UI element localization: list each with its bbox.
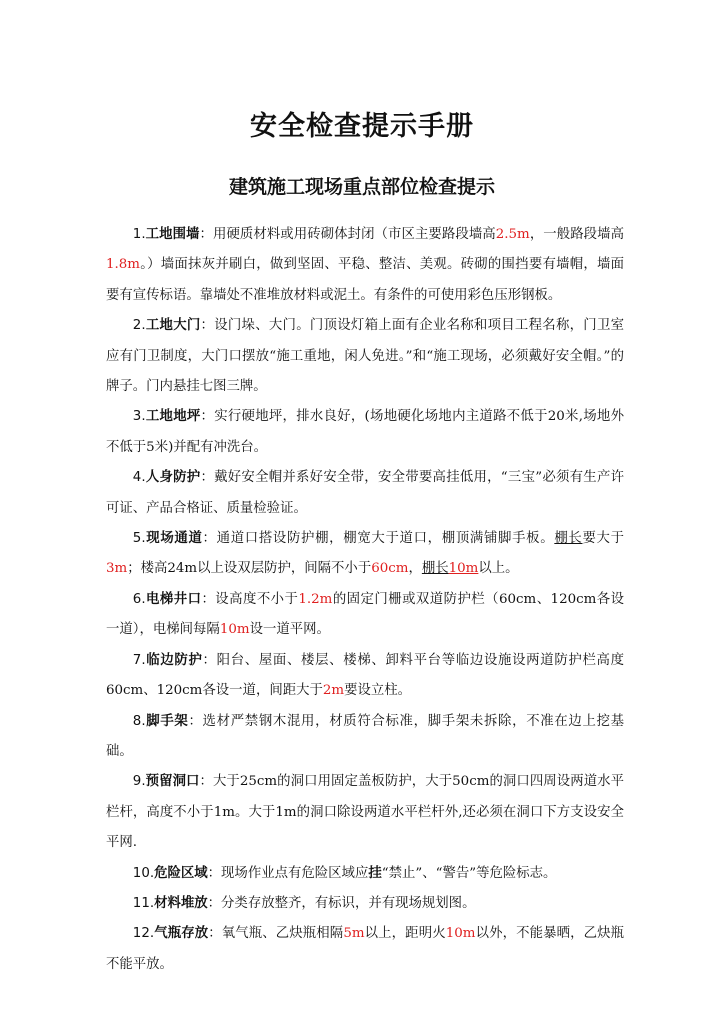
item-label: 工地地坪 — [145, 409, 201, 425]
item-text: ：氧气瓶、乙炔瓶相隔 — [208, 926, 344, 942]
item-label: 预留洞口 — [145, 774, 200, 790]
item-text: ：设门垛、大门。门顶设灯箱上面有企业名称和项目工程名称，门卫室应有门卫制度，大门口摆放“施工重地，闲人免进。”和“施工现场，必须戴好安全帽。”的牌子。门内悬挂七图三牌。 — [106, 318, 625, 395]
item-text: 要大于 — [582, 531, 625, 547]
item-text: ，一般路段墙高 — [529, 227, 625, 242]
item-text: 以上，距明火 — [364, 926, 446, 942]
item-number: 2. — [132, 318, 146, 334]
checklist-item-reserved-openings — [106, 767, 624, 858]
item-label: 工地围墙 — [145, 227, 200, 242]
item-number: 7. — [132, 652, 146, 668]
checklist-item-elevator-shaft — [106, 585, 624, 646]
underlined-text: 棚长 — [554, 531, 583, 547]
item-label: 临边防护 — [145, 652, 203, 668]
item-text: ， — [408, 561, 422, 577]
item-label: 脚手架 — [145, 713, 189, 729]
checklist-item-gas-cylinder-storage — [106, 919, 624, 980]
item-number: 3. — [132, 409, 146, 425]
item-text: 设一道平网。 — [249, 622, 330, 638]
item-label: 工地大门 — [145, 318, 201, 334]
item-label: 电梯井口 — [145, 591, 202, 607]
highlight-value: 3m — [106, 561, 128, 577]
highlight-value: 10m — [219, 622, 250, 638]
item-text: 。）墙面抹灰并刷白，做到坚固、平稳、整洁、美观。砖砌的围挡要有墙帽，墙面要有宣传标语。靠墙处不准堆放材料或泥土。有条件的可使用彩色压形钢板。 — [106, 257, 624, 303]
highlight-value: 1.8m — [106, 257, 140, 273]
highlight-value: 2m — [322, 683, 345, 699]
checklist-item-site-ground — [106, 402, 624, 463]
item-text: ：实行硬地坪，排水良好，(场地硬化场地内主道路不低于20米,场地外不低于5米)并配有冲洗台。 — [106, 409, 624, 455]
item-text: 以外，不能暴晒，乙炔瓶不能平放。 — [106, 926, 625, 972]
checklist-item-scaffold — [106, 707, 624, 768]
checklist-item-material-storage — [106, 889, 624, 919]
highlight-value: 1.2m — [298, 591, 333, 607]
checklist-item-site-wall — [106, 220, 624, 311]
item-number: 5. — [132, 531, 146, 547]
item-text: ：通道口搭设防护棚，棚宽大于道口，棚顶满铺脚手板。 — [202, 531, 555, 547]
item-text: ：选材严禁钢木混用，材质符合标准，脚手架未拆除，不准在边上挖基础。 — [106, 713, 625, 759]
bold-text: 挂 — [368, 865, 382, 881]
item-number: 4. — [132, 470, 146, 486]
item-text: ：大于25cm的洞口用固定盖板防护，大于50cm的洞口四周设两道水平栏杆，高度不小于1m。大于1m的洞口除设两道水平栏杆外,还必须在洞口下方支设安全平网. — [106, 774, 624, 851]
item-number: 6. — [132, 591, 146, 607]
highlight-value: 10m — [445, 926, 476, 942]
item-number: 9. — [132, 774, 146, 790]
checklist-item-edge-protection — [106, 646, 624, 707]
highlight-value: 10m — [448, 561, 479, 577]
highlight-value: 5m — [343, 926, 365, 942]
item-label: 材料堆放 — [154, 895, 208, 911]
underlined-text: 棚长 — [421, 561, 449, 577]
item-text: ：戴好安全帽并系好安全带，安全带要高挂低用，“三宝”必须有生产许可证、产品合格证、质量检验证。 — [106, 470, 624, 516]
item-text: ；楼高24m以上设双层防护，间隔不小于 — [127, 561, 372, 577]
checklist — [106, 220, 624, 980]
checklist-item-danger-zone — [106, 859, 624, 889]
item-number: 8. — [132, 713, 146, 729]
item-number: 12. — [132, 926, 155, 942]
item-label: 危险区域 — [154, 865, 208, 881]
item-text: “禁止”、“警告”等危险标志。 — [381, 865, 557, 881]
item-text: ：设高度不小于 — [201, 591, 299, 607]
item-text: 以上。 — [478, 561, 519, 577]
highlight-value: 2.5m — [495, 227, 530, 242]
checklist-item-site-passage — [106, 524, 624, 585]
item-label: 现场通道 — [145, 531, 203, 547]
item-label: 人身防护 — [145, 470, 201, 486]
highlight-value: 60cm — [371, 561, 409, 577]
item-text: ：阳台、屋面、楼层、楼梯、卸料平台等临边设施设两道防护栏高度60cm、120cm各设一道，间距大于 — [106, 652, 625, 699]
item-text: ：用硬质材料或用砖砌体封闭（市区主要路段墙高 — [199, 227, 496, 242]
item-text: ：现场作业点有危险区域应 — [207, 865, 369, 881]
item-text: 要设立柱。 — [344, 683, 412, 699]
item-number: 10. — [132, 865, 155, 881]
item-label: 气瓶存放 — [154, 926, 209, 942]
document-title: 安全检查提示手册 — [250, 111, 474, 142]
item-number: 11. — [132, 895, 155, 911]
checklist-item-personal-protection — [106, 463, 624, 524]
item-text: 的固定门栅或双道防护栏（60cm、120cm各设一道），电梯间每隔 — [106, 591, 625, 638]
item-number: 1. — [132, 227, 146, 242]
checklist-item-site-gate — [106, 311, 624, 402]
section-subtitle: 建筑施工现场重点部位检查提示 — [228, 176, 495, 198]
item-text: ：分类存放整齐，有标识，并有现场规划图。 — [207, 895, 476, 911]
